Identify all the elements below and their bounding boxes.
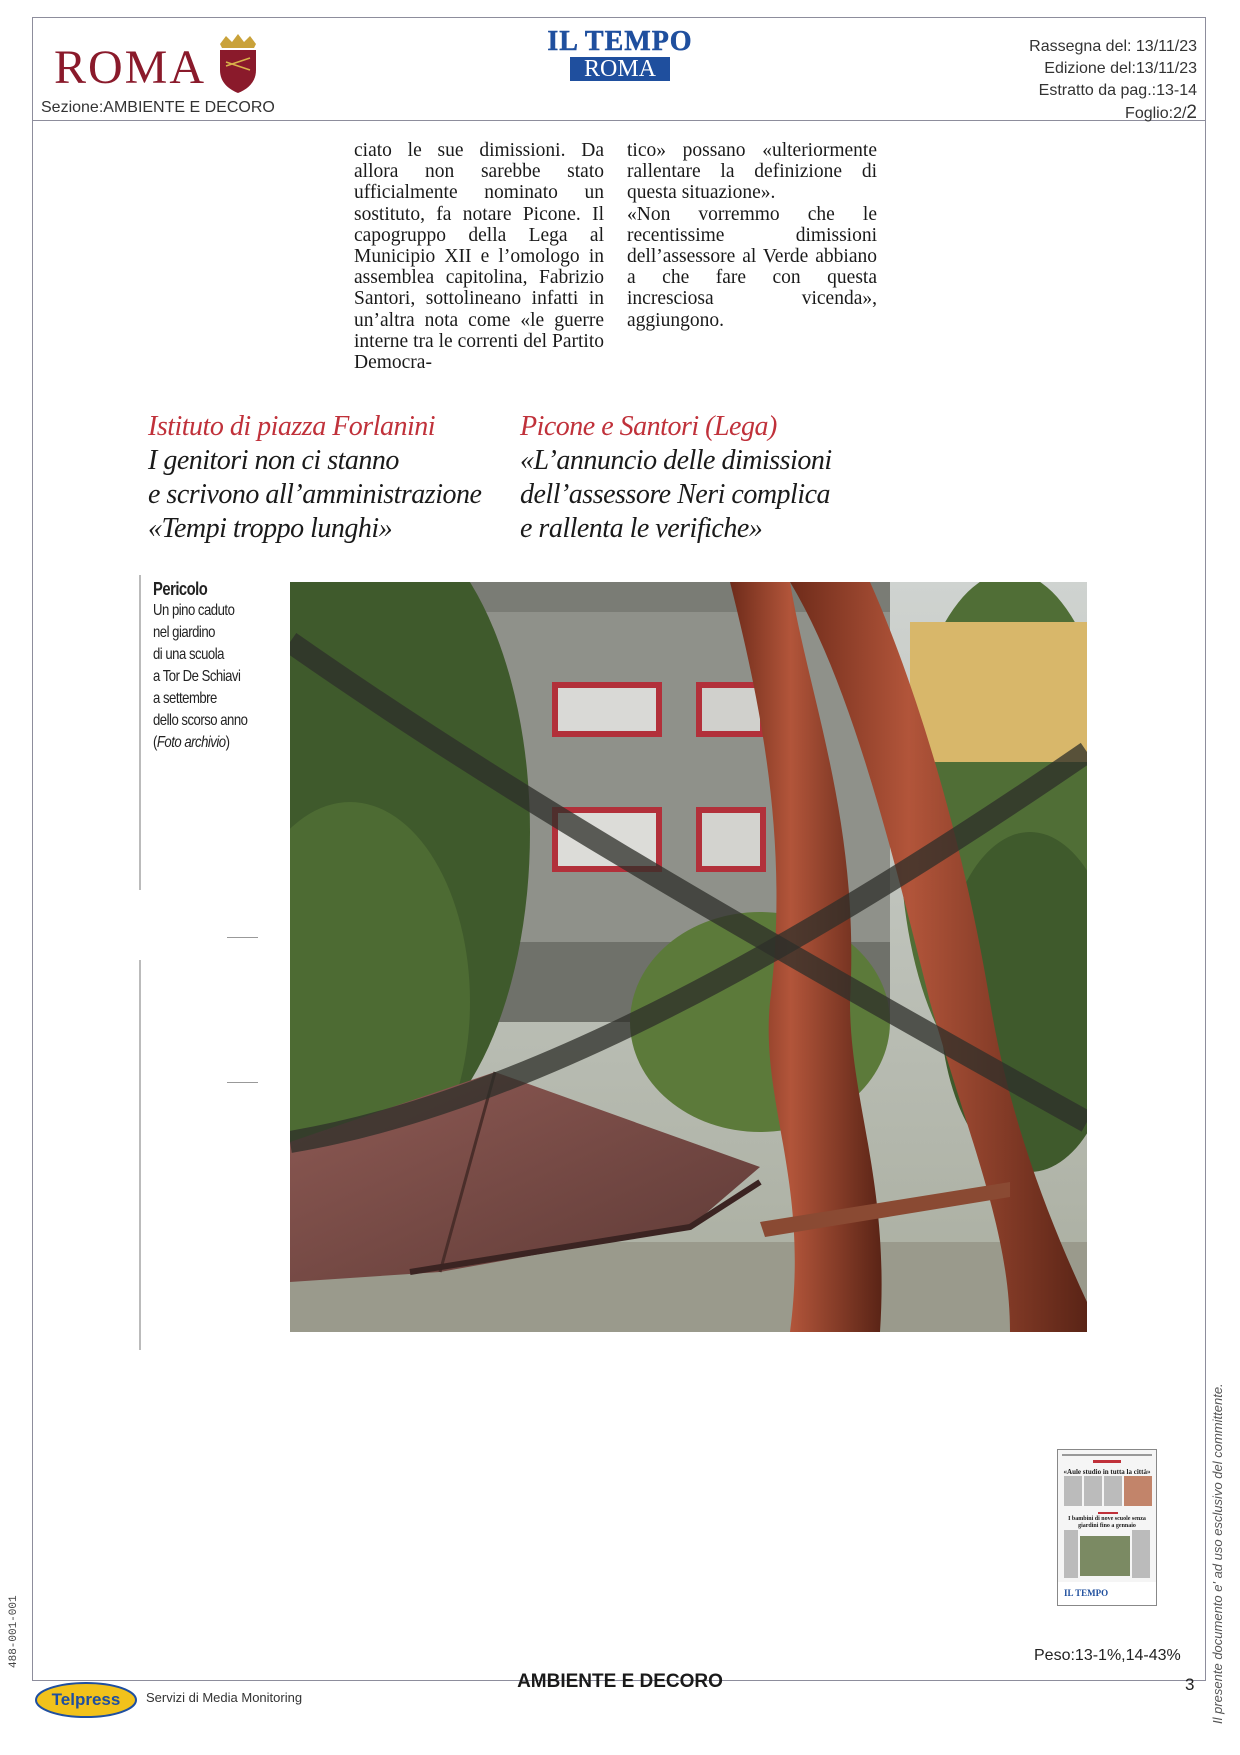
footer-section-title: AMBIENTE E DECORO <box>517 1671 723 1692</box>
edizione-date: Edizione del:13/11/23 <box>1044 60 1197 77</box>
caption-credit: (Foto archivio) <box>153 734 230 751</box>
article-paragraph: ciato le sue dimissioni. Da allora non sarebbe stato ufficialmente nominato un sostituto, fa notare Picone. Il capogruppo della Lega al Municipio XII e l’omologo in assemblea capitolina, Fabrizio Santori, sottolineano infatti in un’altra nota come «le guerre interne tra le correnti del Partito Democra- <box>354 140 604 374</box>
headline-line: e scrivono all’amministrazione <box>148 479 482 510</box>
headline-line: dell’assessore Neri complica <box>520 479 831 510</box>
headline-kicker: Picone e Santori (Lega) <box>520 411 777 442</box>
divider <box>227 1082 258 1083</box>
caption-line: di una scuola <box>153 646 224 663</box>
section-label: Sezione:AMBIENTE E DECORO <box>41 99 275 116</box>
headline-line: «L’annuncio delle dimissioni <box>520 445 832 476</box>
newspaper-name: IL TEMPO <box>547 26 693 57</box>
headline-line: «Tempi troppo lunghi» <box>148 513 393 544</box>
photo-illustration <box>290 582 1087 1332</box>
foglio: Foglio:2/2 <box>1125 102 1197 123</box>
roma-logo: ROMA <box>54 41 207 94</box>
document-meta <box>1029 36 1197 125</box>
page-number: 3 <box>1185 1675 1195 1694</box>
photo-caption <box>153 578 247 754</box>
roma-crest-icon <box>214 32 262 94</box>
disclaimer: Il presente documento e' ad uso esclusivo del committente. <box>1210 1383 1225 1724</box>
article-column-1 <box>354 140 604 373</box>
caption-rule <box>139 575 141 890</box>
peso-label: Peso:13-1%,14-43% <box>1034 1647 1181 1664</box>
page-thumbnail <box>1057 1449 1157 1606</box>
headline-forlanini <box>148 410 481 546</box>
article-column-2 <box>627 140 877 331</box>
caption-line: a Tor De Schiavi <box>153 668 241 685</box>
rassegna-date: Rassegna del: 13/11/23 <box>1029 38 1197 55</box>
headline-lega <box>520 410 832 546</box>
thumbnail-headline: I bambini di nove scuole senza giardini fino a gennaio <box>1068 1516 1146 1529</box>
telpress-brand: Telpress <box>51 1690 121 1709</box>
telpress-service: Servizi di Media Monitoring <box>146 1690 303 1705</box>
article-paragraph: tico» possano «ulteriormente rallentare la definizione di questa situazione». <box>627 140 877 204</box>
fallen-pine-photo <box>290 582 1087 1332</box>
newspaper-edition: ROMA <box>570 57 670 81</box>
document-code: 488-001-001 <box>8 1595 20 1668</box>
caption-title: Pericolo <box>153 579 208 599</box>
caption-line: dello scorso anno <box>153 712 248 729</box>
caption-line: Un pino caduto <box>153 602 235 619</box>
divider <box>227 937 258 938</box>
caption-line: nel giardino <box>153 624 215 641</box>
caption-line: a settembre <box>153 690 217 707</box>
headline-line: I genitori non ci stanno <box>148 445 399 476</box>
caption-rule <box>139 960 141 1350</box>
headline-kicker: Istituto di piazza Forlanini <box>148 411 436 442</box>
telpress-logo-icon <box>34 1678 144 1718</box>
estratto-pages: Estratto da pag.:13-14 <box>1038 82 1197 99</box>
thumbnail-headline: «Aule studio in tutta la città» <box>1063 1468 1151 1476</box>
newspaper-masthead <box>540 28 700 81</box>
article-paragraph: «Non vorremmo che le recentissime dimissioni dell’assessore al Verde abbiano a che fare con questa incresciosa vicenda», aggiungono. <box>627 203 877 331</box>
headline-line: e rallenta le verifiche» <box>520 513 763 544</box>
thumbnail-masthead: IL TEMPO <box>1064 1588 1109 1598</box>
